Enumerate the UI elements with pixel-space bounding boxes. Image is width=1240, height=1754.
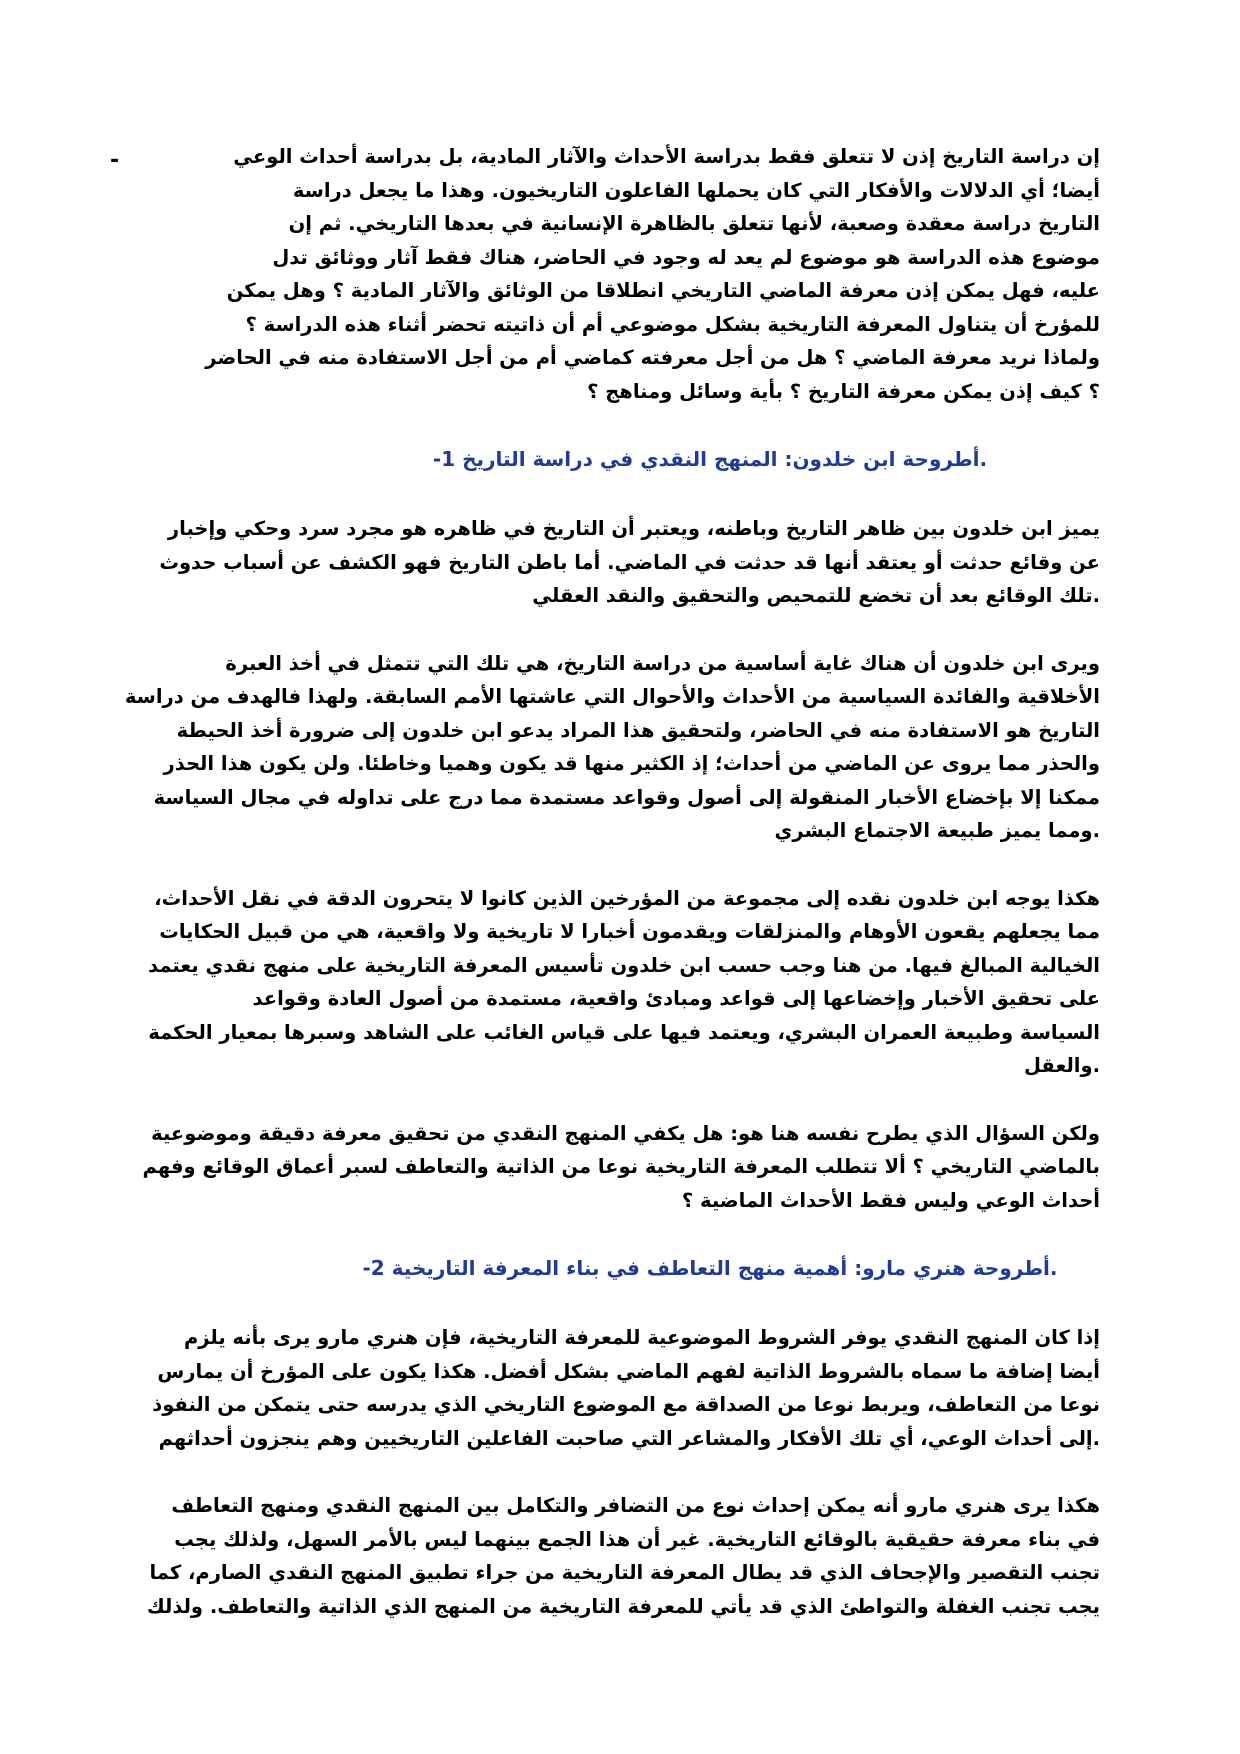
text-line: الخيالية المبالغ فيها. من هنا وجب حسب ابن خلدون تأسيس المعرفة التاريخية على منهج نقدي يعتمد	[148, 953, 1100, 977]
text-line: إذا كان المنهج النقدي يوفر الشروط الموضوعية للمعرفة التاريخية، فإن هنري مارو يرى بأنه يلزم	[183, 1326, 1100, 1349]
text-line: والحذر مما يروى عن الماضي من أحداث؛ إذ الكثير منها قد يكون وهميا وخاطئا. ولن يكون هذا الحذر	[163, 752, 1100, 775]
document-body	[124, 140, 1100, 1623]
text-line: للمؤرخ أن يتناول المعرفة التاريخية بشكل موضوعي أم أن ذاتيته تحضر أثناء هذه الدراسة ؟	[245, 312, 1100, 336]
text-line: يميز ابن خلدون بين ظاهر التاريخ وباطنه، ويعتبر أن التاريخ في ظاهره هو مجرد سرد وحكي وإخبار	[167, 517, 1100, 540]
text-line: ؟ كيف إذن يمكن معرفة التاريخ ؟ بأية وسائل ومناهج ؟	[587, 379, 1100, 403]
section-heading-ibn-khaldun: .أطروحة ابن خلدون: المنهج النقدي في دراسة التاريخ 1-	[432, 447, 988, 471]
text-line: يجب تجنب الغفلة والتواطئ الذي قد يأتي للمعرفة التاريخية من المنهج الذي الذاتية والتعاطف. ولذلك	[146, 1594, 1100, 1618]
paragraph-marrou-1	[150, 1321, 1100, 1455]
text-line: ممكنا إلا بإخضاع الأخبار المنقولة إلى أصول وقواعد مستمدة مما درج على تداوله في مجال السياسة	[153, 785, 1100, 809]
paragraph-marrou-2	[146, 1489, 1100, 1623]
text-line: عن وقائع حدثت أو يعتقد أنها قد حدثت في الماضي. أما باطن التاريخ فهو الكشف عن أسباب حدوث	[159, 550, 1100, 574]
text-line: ولماذا نريد معرفة الماضي ؟ هل من أجل معرفته كماضي أم من أجل الاستفادة منه في الحاضر	[205, 346, 1100, 369]
text-line: الأخلاقية والفائدة السياسية من الأحداث والأحوال التي عاشتها الأمم السابقة. ولهذا فالهدف من دراسة	[124, 685, 1100, 708]
text-line: أيضا؛ أي الدلالات والأفكار التي كان يحملها الفاعلون التاريخيون. وهذا ما يجعل دراسة	[292, 178, 1100, 202]
text-line: ويرى ابن خلدون أن هناك غاية أساسية من دراسة التاريخ، هي تلك التي تتمثل في أخذ العبرة	[225, 651, 1100, 675]
text-line: ولكن السؤال الذي يطرح نفسه هنا هو: هل يكفي المنهج النقدي من تحقيق معرفة دقيقة وموضوعية	[151, 1121, 1100, 1145]
text-line: .والعقل	[1024, 1054, 1100, 1077]
text-line: مما يجعلهم يقعون الأوهام والمنزلقات ويقدمون أخبارا لا تاريخية ولا واقعية، هي من قبيل الحكايات	[159, 920, 1100, 943]
text-line: تجنب التقصير والإجحاف الذي قد يطال المعرفة التاريخية من جراء تطبيق المنهج النقدي الصارم، كما	[149, 1561, 1100, 1584]
text-line: أيضا إضافة ما سماه بالشروط الذاتية لفهم الماضي بشكل أفضل. هكذا يكون على المؤرخ أن يمارس	[157, 1359, 1100, 1383]
text-line: أحداث الوعي وليس فقط الأحداث الماضية ؟	[681, 1188, 1100, 1212]
text-line: موضوع هذه الدراسة هو موضوع لم يعد له وجود في الحاضر، هناك فقط آثار ووثائق تدل	[272, 245, 1100, 269]
intro-paragraph	[150, 140, 1100, 408]
text-line: هكذا يرى هنري مارو أنه يمكن إحداث نوع من التضافر والتكامل بين المنهج النقدي ومنهج التعاطف	[171, 1494, 1100, 1517]
section-heading-marrou: .أطروحة هنري مارو: أهمية منهج التعاطف في بناء المعرفة التاريخية 2-	[362, 1256, 1058, 1280]
paragraph-ibn-khaldun-3	[150, 882, 1100, 1083]
text-line: السياسة وطبيعة العمران البشري، ويعتمد فيها على قياس الغائب على الشاهد وسبرها بمعيار الحكمة	[148, 1020, 1100, 1044]
text-line: على تحقيق الأخبار وإخضاعها إلى قواعد ومبادئ واقعية، مستمدة من أصول العادة وقواعد	[252, 987, 1100, 1010]
text-line: نوعا من التعاطف، ويربط نوعا من الصداقة مع الموضوع التاريخي الذي يدرسه حتى يتمكن من النفوذ	[152, 1393, 1100, 1416]
text-line: .إلى أحداث الوعي، أي تلك الأفكار والمشاعر التي صاحبت الفاعلين التاريخيين وهم ينجزون أحداثهم	[158, 1426, 1100, 1450]
text-line: عليه، فهل يمكن إذن معرفة الماضي التاريخي انطلاقا من الوثائق والآثار المادية ؟ وهل يمكن	[226, 279, 1100, 302]
text-line: هكذا يوجه ابن خلدون نقده إلى مجموعة من المؤرخين الذين كانوا لا يتحرون الدقة في نقل الأحداث،	[154, 886, 1100, 910]
text-line: بالماضي التاريخي ؟ ألا تتطلب المعرفة التاريخية نوعا من الذاتية والتعاطف لسبر أعماق الوقائع وفهم	[142, 1155, 1100, 1178]
paragraph-ibn-khaldun-2	[124, 647, 1100, 848]
text-line: .ومما يميز طبيعة الاجتماع البشري	[774, 819, 1100, 842]
text-line: في بناء معرفة حقيقية بالوقائع التاريخية. غير أن هذا الجمع بينهما ليس بالأمر السهل، ولذلك يجب	[174, 1527, 1100, 1551]
text-line: التاريخ دراسة معقدة وصعبة، لأنها تتعلق بالظاهرة الإنسانية في بعدها التاريخي. ثم إن	[288, 212, 1100, 235]
text-line: إن دراسة التاريخ إذن لا تتعلق فقط بدراسة الأحداث والآثار المادية، بل بدراسة أحداث الوعي	[233, 145, 1100, 168]
paragraph-question	[142, 1117, 1100, 1218]
text-line: .تلك الوقائع بعد أن تخضع للتمحيص والتحقيق والنقد العقلي	[532, 584, 1100, 607]
paragraph-ibn-khaldun-1	[150, 512, 1100, 613]
text-line: التاريخ هو الاستفادة منه في الحاضر، ولتحقيق هذا المراد يدعو ابن خلدون إلى ضرورة أخذ الحيطة	[176, 718, 1100, 742]
list-dash: -	[110, 148, 120, 173]
